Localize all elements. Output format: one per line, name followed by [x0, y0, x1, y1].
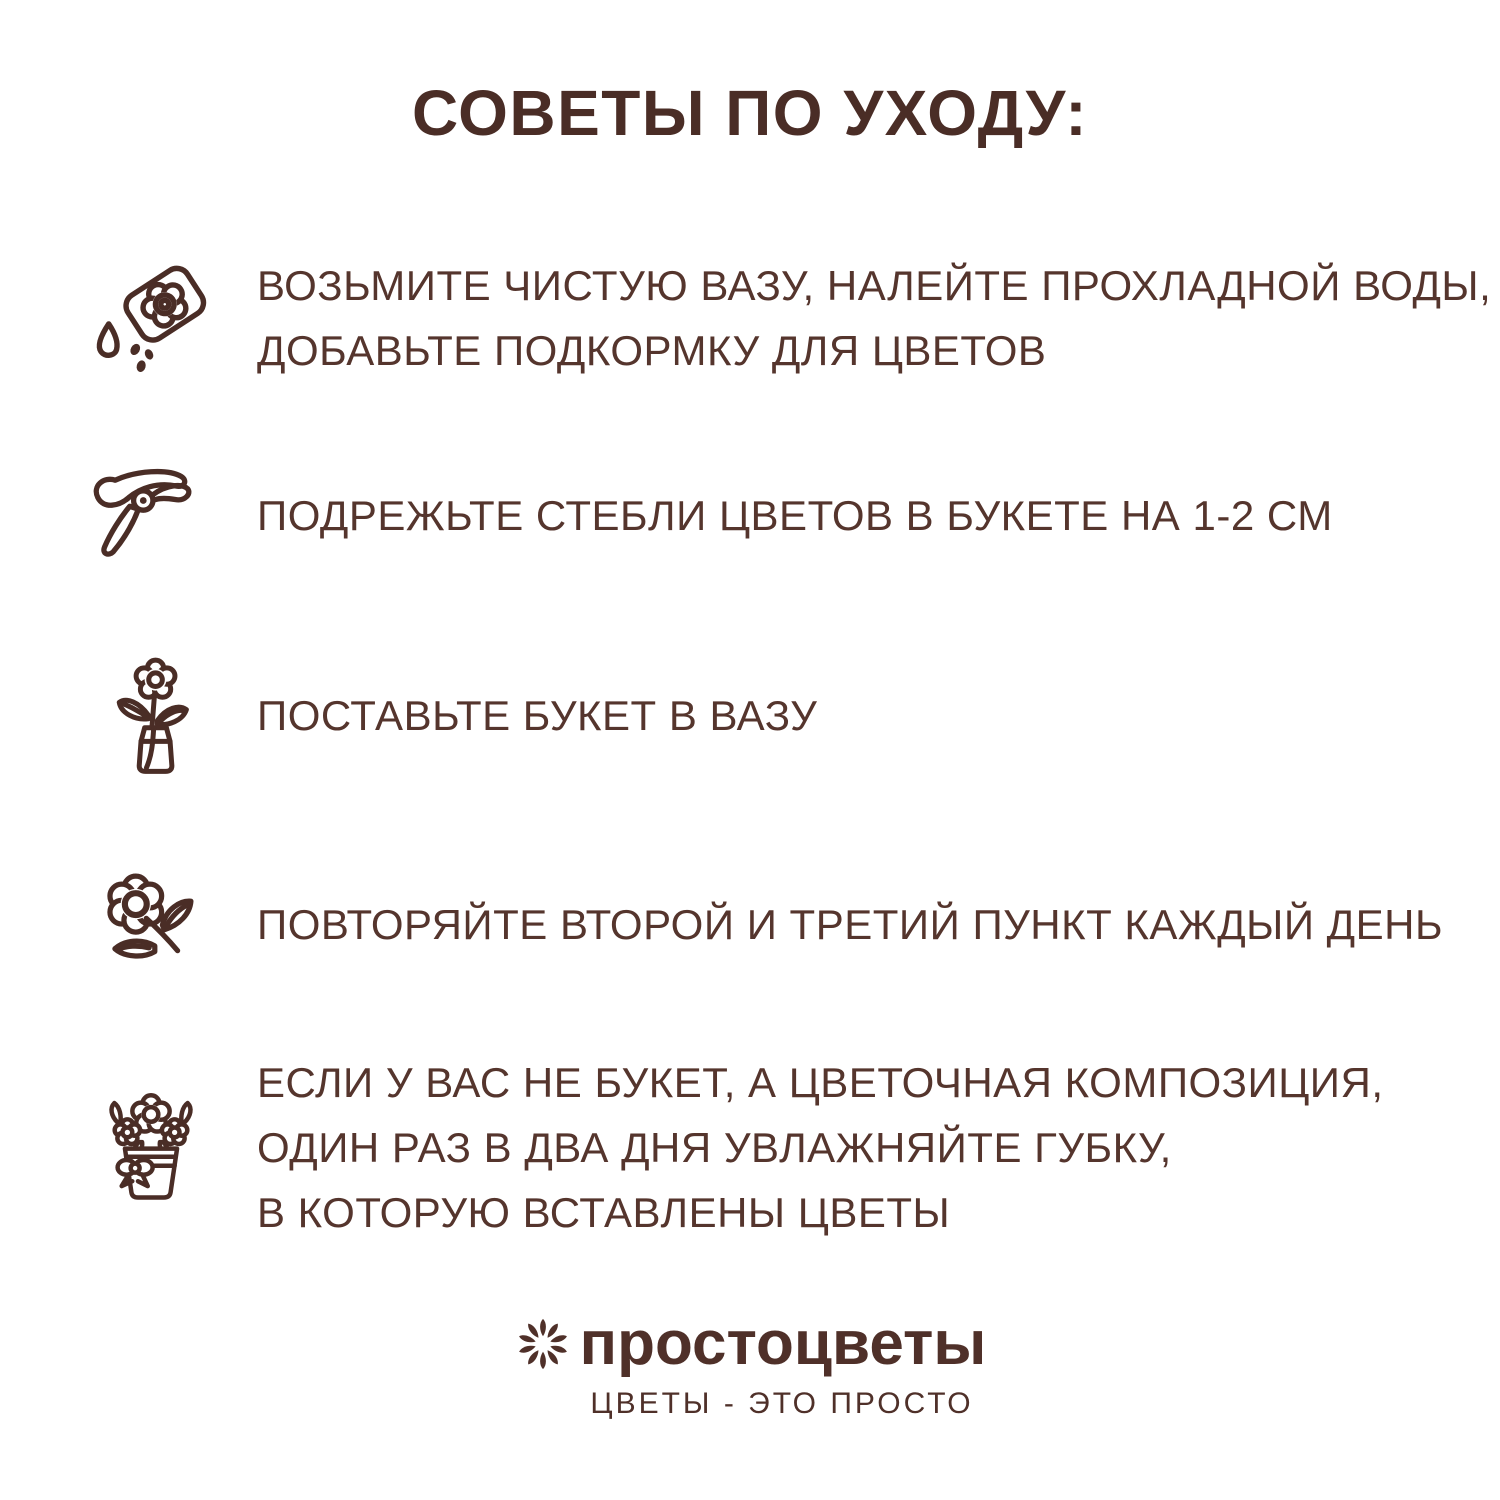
brand-footer [0, 1308, 1500, 1421]
tip-line: ПОВТОРЯЙТЕ ВТОРОЙ И ТРЕТИЙ ПУНКТ КАЖДЫЙ ДЕНЬ [257, 901, 1444, 948]
tip-line: ОДИН РАЗ В ДВА ДНЯ УВЛАЖНЯЙТЕ ГУБКУ, [257, 1123, 1172, 1171]
tip-text-4 [257, 892, 1443, 957]
brand-name: простоцветы [579, 1309, 987, 1378]
tip-row-2 [85, 445, 1460, 585]
tip-line: В КОТОРУЮ ВСТАВЛЕНЫ ЦВЕТЫ [257, 1188, 951, 1236]
page-title: СОВЕТЫ ПО УХОДУ: [411, 77, 1089, 149]
pruning-shears-icon [85, 457, 217, 573]
tip-text-2 [257, 483, 1333, 548]
tip-row-4 [85, 852, 1460, 997]
vase-with-flower-icon [85, 657, 217, 775]
brand-flower-icon [514, 1315, 572, 1373]
brand-row [0, 1308, 1500, 1379]
tip-line: ПОДРЕЖЬТЕ СТЕБЛИ ЦВЕТОВ В БУКЕТЕ НА 1-2 СМ [257, 491, 1333, 539]
brand-tagline: ЦВЕТЫ - ЭТО ПРОСТО [590, 1387, 974, 1420]
tip-line: ПОСТАВЬТЕ БУКЕТ В ВАЗУ [257, 692, 818, 739]
tip-text-3 [257, 683, 817, 748]
flower-pot-icon [85, 1090, 217, 1204]
tip-text-1 [257, 253, 1491, 383]
tip-line: ЕСЛИ У ВАС НЕ БУКЕТ, А ЦВЕТОЧНАЯ КОМПОЗИЦИЯ, [257, 1058, 1384, 1106]
flower-icon [85, 868, 217, 982]
flower-food-packet-icon [85, 259, 217, 377]
tip-row-1 [85, 238, 1492, 398]
tip-text-5 [257, 1050, 1384, 1245]
tip-line: ВОЗЬМИТЕ ЧИСТУЮ ВАЗУ, НАЛЕЙТЕ ПРОХЛАДНОЙ ВОДЫ, [257, 262, 1492, 309]
tip-line: ДОБАВЬТЕ ПОДКОРМКУ ДЛЯ ЦВЕТОВ [257, 327, 1047, 374]
tip-row-5 [85, 1038, 1460, 1256]
tip-row-3 [85, 638, 1460, 793]
